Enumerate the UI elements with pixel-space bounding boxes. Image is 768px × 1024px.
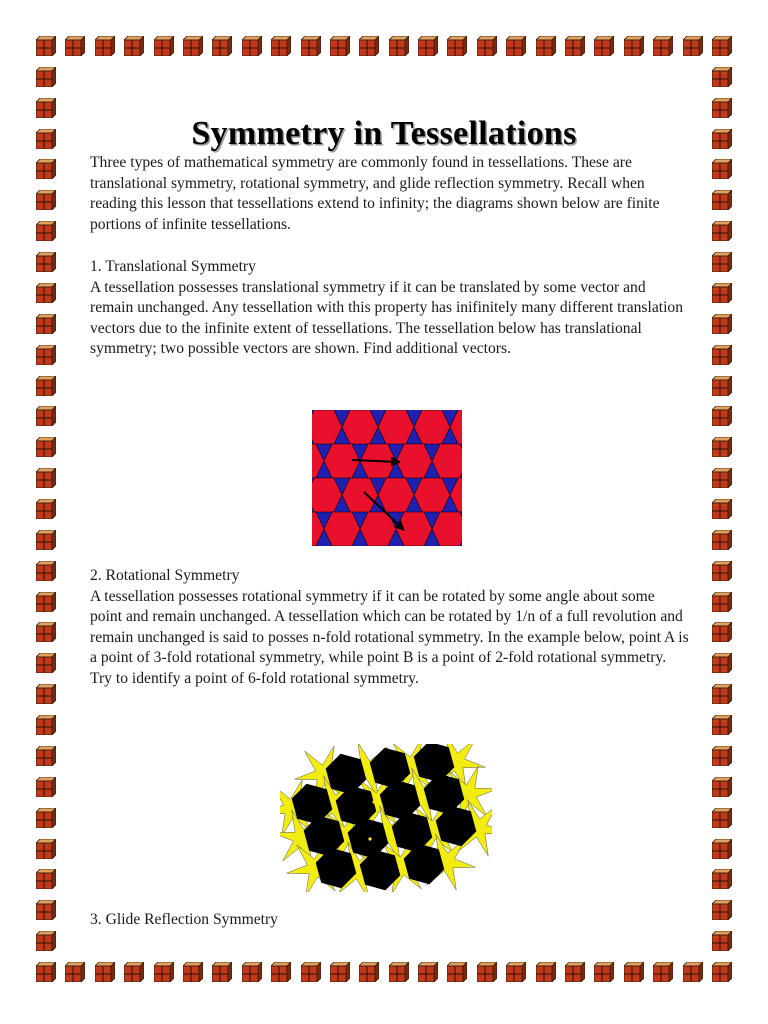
brick-cube-icon <box>712 437 732 457</box>
red-hexagon-tile <box>324 512 360 546</box>
brick-cube-icon <box>65 36 85 56</box>
translational-tessellation-figure <box>312 410 462 546</box>
brick-cube-icon <box>124 36 144 56</box>
brick-cube-icon <box>712 159 732 179</box>
rotational-tessellation-figure <box>280 744 492 892</box>
brick-cube-icon <box>712 561 732 581</box>
brick-cube-icon <box>712 869 732 889</box>
brick-cube-icon <box>565 962 585 982</box>
brick-cube-icon <box>36 406 56 426</box>
brick-cube-icon <box>712 931 732 951</box>
brick-cube-icon <box>712 653 732 673</box>
brick-cube-icon <box>212 962 232 982</box>
brick-cube-icon <box>506 962 526 982</box>
red-hexagon-tile <box>396 444 432 478</box>
brick-cube-icon <box>183 962 203 982</box>
brick-cube-icon <box>712 530 732 550</box>
brick-cube-icon <box>683 962 703 982</box>
red-hexagon-tile <box>342 410 378 444</box>
rotation-point-marker <box>368 837 371 840</box>
page-title: Symmetry in Tessellations <box>191 114 577 152</box>
section-glide-reflection <box>90 910 690 931</box>
brick-cube-icon <box>36 437 56 457</box>
brick-cube-icon <box>712 839 732 859</box>
brick-cube-icon <box>36 252 56 272</box>
brick-cube-icon <box>301 962 321 982</box>
brick-cube-icon <box>36 314 56 334</box>
brick-cube-icon <box>330 36 350 56</box>
brick-cube-icon <box>477 962 497 982</box>
brick-cube-icon <box>36 931 56 951</box>
brick-cube-icon <box>36 715 56 735</box>
brick-cube-icon <box>712 345 732 365</box>
brick-cube-icon <box>712 221 732 241</box>
section-rotational <box>90 566 690 689</box>
brick-cube-icon <box>36 653 56 673</box>
brick-cube-icon <box>36 746 56 766</box>
brick-cube-icon <box>301 36 321 56</box>
brick-cube-icon <box>36 622 56 642</box>
brick-cube-icon <box>594 36 614 56</box>
section-body: A tessellation possesses rotational symmetry if it can be rotated by some angle about some point and remain unchanged. A tessellation which can be rotated by 1/n of a full revolution and remain unchanged is said to posses n-fold rotational symmetry. In the example below, point A is a point of 3-fold rotational symmetry, while point B is a point of 2-fold rotational symmetry. Try to identify a point of 6-fold rotational symmetry. <box>90 587 689 687</box>
brick-cube-icon <box>712 622 732 642</box>
brick-cube-icon <box>36 869 56 889</box>
brick-cube-icon <box>712 962 732 982</box>
red-hexagon-tile <box>342 478 378 512</box>
brick-cube-icon <box>154 962 174 982</box>
brick-cube-icon <box>183 36 203 56</box>
brick-cube-icon <box>36 283 56 303</box>
brick-cube-icon <box>653 962 673 982</box>
brick-cube-icon <box>712 499 732 519</box>
brick-cube-icon <box>712 283 732 303</box>
brick-cube-icon <box>536 36 556 56</box>
brick-cube-icon <box>36 376 56 396</box>
brick-cube-icon <box>36 839 56 859</box>
brick-cube-icon <box>242 962 262 982</box>
red-hexagon-tile <box>396 512 432 546</box>
brick-cube-icon <box>712 468 732 488</box>
brick-cube-icon <box>712 376 732 396</box>
brick-cube-icon <box>36 592 56 612</box>
section-body: A tessellation possesses translational symmetry if it can be translated by some vector and remain unchanged. Any tessellation with this property has inifinitely many different translation vectors due to the infinite extent of tessellations. The tessellation below has translational symmetry; two possible vectors are shown. Find additional vectors. <box>90 278 684 357</box>
brick-cube-icon <box>154 36 174 56</box>
red-hexagon-tile <box>414 478 450 512</box>
brick-cube-icon <box>124 962 144 982</box>
rotation-point-marker <box>372 800 375 803</box>
brick-cube-icon <box>36 499 56 519</box>
brick-cube-icon <box>418 962 438 982</box>
brick-cube-icon <box>712 592 732 612</box>
brick-cube-icon <box>712 715 732 735</box>
brick-cube-icon <box>95 962 115 982</box>
brick-cube-icon <box>712 684 732 704</box>
brick-cube-icon <box>95 36 115 56</box>
brick-cube-icon <box>565 36 585 56</box>
brick-cube-icon <box>653 36 673 56</box>
brick-cube-icon <box>36 468 56 488</box>
section-heading: 3. Glide Reflection Symmetry <box>90 911 278 928</box>
brick-cube-icon <box>712 190 732 210</box>
brick-cube-icon <box>477 36 497 56</box>
brick-cube-icon <box>712 406 732 426</box>
brick-cube-icon <box>36 159 56 179</box>
brick-cube-icon <box>36 777 56 797</box>
brick-cube-icon <box>359 962 379 982</box>
brick-cube-icon <box>712 777 732 797</box>
brick-cube-icon <box>271 36 291 56</box>
intro-paragraph: Three types of mathematical symmetry are commonly found in tessellations. These are translational symmetry, rotational symmetry, and glide reflection symmetry. Recall when reading this lesson that tessellations extend to infinity; the diagrams shown below are finite portions of infinite tessellations. <box>90 154 660 233</box>
brick-cube-icon <box>36 684 56 704</box>
brick-cube-icon <box>712 808 732 828</box>
brick-cube-icon <box>36 530 56 550</box>
brick-cube-icon <box>212 36 232 56</box>
brick-cube-icon <box>36 900 56 920</box>
brick-cube-icon <box>712 314 732 334</box>
brick-cube-icon <box>271 962 291 982</box>
brick-cube-icon <box>359 36 379 56</box>
red-hexagon-tile <box>414 410 450 444</box>
brick-cube-icon <box>536 962 556 982</box>
brick-cube-icon <box>506 36 526 56</box>
brick-cube-icon <box>712 67 732 87</box>
section-heading: 2. Rotational Symmetry <box>90 567 240 584</box>
brick-cube-icon <box>330 962 350 982</box>
brick-cube-icon <box>36 345 56 365</box>
section-heading: 1. Translational Symmetry <box>90 258 256 275</box>
brick-cube-icon <box>594 962 614 982</box>
brick-cube-icon <box>712 252 732 272</box>
brick-cube-icon <box>712 900 732 920</box>
brick-cube-icon <box>418 36 438 56</box>
brick-cube-icon <box>65 962 85 982</box>
brick-cube-icon <box>36 561 56 581</box>
brick-cube-icon <box>389 962 409 982</box>
red-hexagon-tile <box>378 410 414 444</box>
brick-cube-icon <box>36 67 56 87</box>
brick-cube-icon <box>36 190 56 210</box>
brick-cube-icon <box>242 36 262 56</box>
brick-cube-icon <box>36 962 56 982</box>
brick-cube-icon <box>683 36 703 56</box>
brick-cube-icon <box>624 962 644 982</box>
brick-cube-icon <box>447 36 467 56</box>
brick-cube-icon <box>447 962 467 982</box>
red-hexagon-rows <box>312 410 462 546</box>
section-translational <box>90 257 690 360</box>
brick-cube-icon <box>36 36 56 56</box>
brick-cube-icon <box>389 36 409 56</box>
brick-cube-icon <box>624 36 644 56</box>
brick-cube-icon <box>36 221 56 241</box>
brick-cube-icon <box>712 36 732 56</box>
red-hexagon-tile <box>378 478 414 512</box>
brick-cube-icon <box>36 808 56 828</box>
brick-cube-icon <box>712 746 732 766</box>
